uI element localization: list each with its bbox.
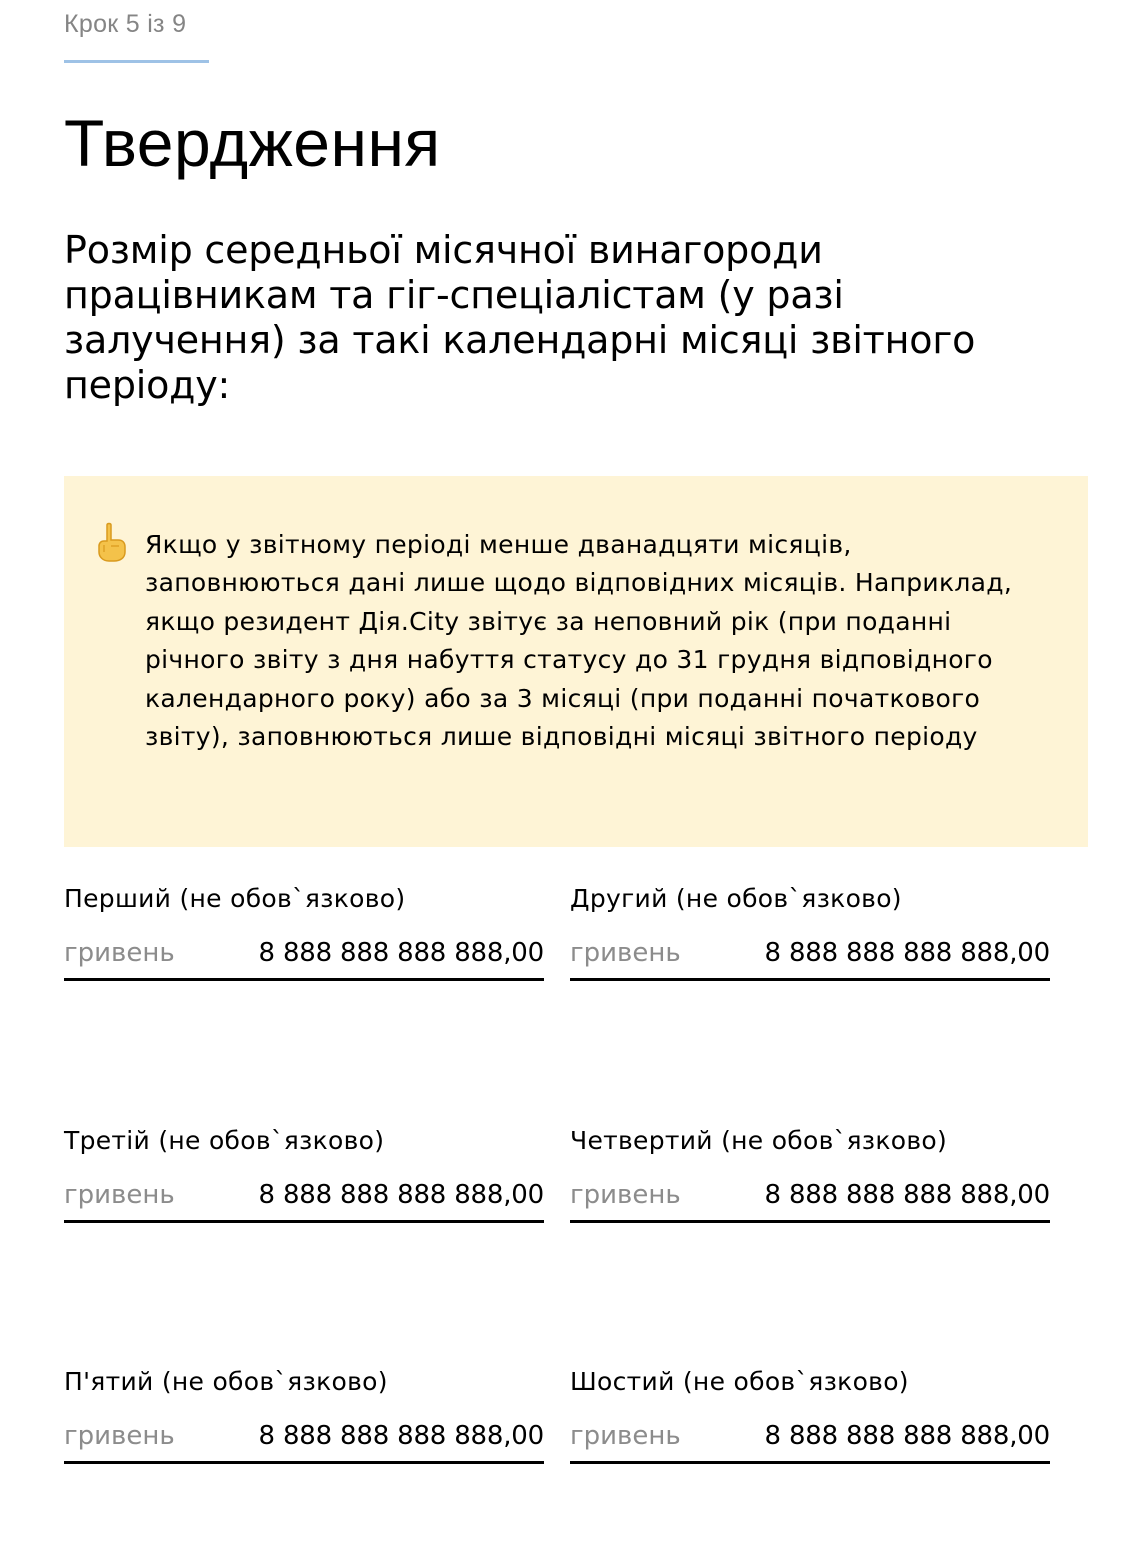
- month-4-field: [570, 1126, 1050, 1223]
- step-underline: [64, 60, 209, 63]
- month-4-input[interactable]: [570, 1178, 1050, 1223]
- currency-unit: гривень: [64, 1421, 175, 1451]
- currency-unit: гривень: [64, 1180, 175, 1210]
- currency-unit: гривень: [570, 1180, 681, 1210]
- notice-text: Якщо у звітному періоді менше дванадцяти місяців, заповнюються дані лише щодо відповідних місяців. Наприклад, якщо резидент Дія.City звітує за неповний рік (при поданні річного звіту з дня набуття статусу до 31 грудня відповідного календарного року) або за 3 місяці (при поданні початкового звіту), заповнюються лише відповідні місяці звітного періоду: [145, 530, 1013, 752]
- month-5-value[interactable]: 8 888 888 888 888,00: [258, 1421, 544, 1451]
- pointing-up-hand-icon: [94, 522, 128, 562]
- month-6-value[interactable]: 8 888 888 888 888,00: [764, 1421, 1050, 1451]
- month-6-label: Шостий (не обов`язково): [570, 1367, 909, 1396]
- step-indicator: Крок 5 із 9: [64, 10, 187, 38]
- currency-unit: гривень: [64, 938, 175, 968]
- currency-unit: гривень: [570, 1421, 681, 1451]
- month-1-label: Перший (не обов`язково): [64, 884, 406, 913]
- month-1-value[interactable]: 8 888 888 888 888,00: [258, 938, 544, 968]
- month-3-field: [64, 1126, 544, 1223]
- month-5-label: П'ятий (не обов`язково): [64, 1367, 388, 1396]
- month-5-input[interactable]: [64, 1419, 544, 1464]
- month-6-input[interactable]: [570, 1419, 1050, 1464]
- info-notice: [64, 476, 1088, 847]
- currency-unit: гривень: [570, 938, 681, 968]
- page-title: Твердження: [64, 106, 441, 180]
- month-3-input[interactable]: [64, 1178, 544, 1223]
- month-4-value[interactable]: 8 888 888 888 888,00: [764, 1180, 1050, 1210]
- month-1-field: [64, 884, 544, 981]
- section-subtitle: Розмір середньої місячної винагороди працівникам та гіг-спеціалістам (у разі залучення) за такі календарні місяці звітного періоду:: [64, 228, 976, 407]
- month-1-input[interactable]: [64, 936, 544, 981]
- month-3-value[interactable]: 8 888 888 888 888,00: [258, 1180, 544, 1210]
- month-3-label: Третій (не обов`язково): [64, 1126, 385, 1155]
- month-2-input[interactable]: [570, 936, 1050, 981]
- month-4-label: Четвертий (не обов`язково): [570, 1126, 948, 1155]
- month-2-label: Другий (не обов`язково): [570, 884, 902, 913]
- month-2-value[interactable]: 8 888 888 888 888,00: [764, 938, 1050, 968]
- month-6-field: [570, 1367, 1050, 1464]
- month-5-field: [64, 1367, 544, 1464]
- month-2-field: [570, 884, 1050, 981]
